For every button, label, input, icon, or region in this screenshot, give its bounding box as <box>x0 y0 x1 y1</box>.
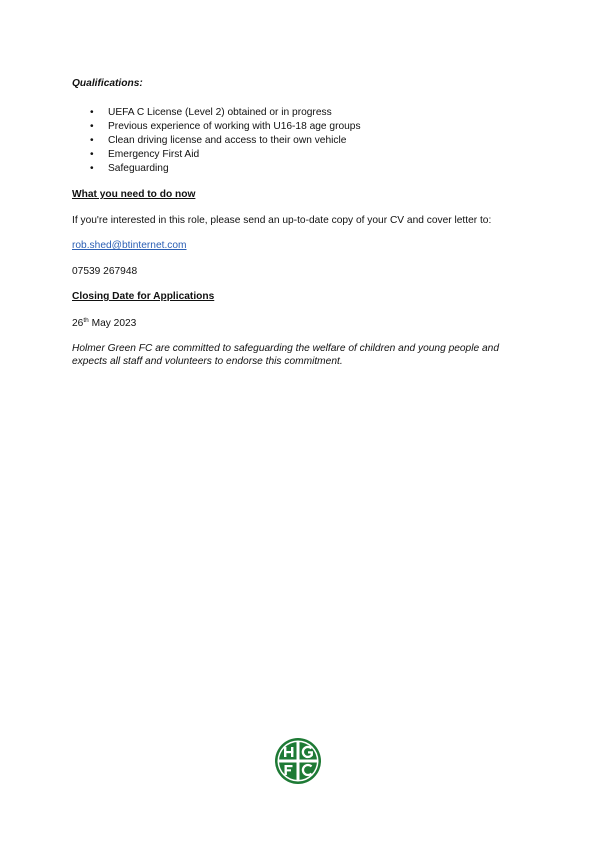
bullet-icon: • <box>90 107 94 118</box>
safeguarding-statement: Holmer Green FC are committed to safeguarding the welfare of children and young people and expects all staff and volunteers to endorse this commitment. <box>72 343 499 367</box>
qualifications-list <box>72 106 361 176</box>
list-item: • Previous experience of working with U16-18 age groups <box>90 121 361 132</box>
email-link[interactable]: rob.shed@btinternet.com <box>72 240 187 251</box>
bullet-icon: • <box>90 121 94 132</box>
club-crest-icon <box>274 737 322 785</box>
closing-date-heading: Closing Date for Applications <box>72 291 215 302</box>
bullet-icon: • <box>90 135 94 146</box>
apply-heading: What you need to do now <box>72 189 196 200</box>
bullet-icon: • <box>90 163 94 174</box>
list-item: • UEFA C License (Level 2) obtained or in progress <box>90 107 332 118</box>
list-item: • Safeguarding <box>90 163 169 174</box>
list-item: • Clean driving license and access to their own vehicle <box>90 135 347 146</box>
qualifications-heading: Qualifications: <box>72 78 143 89</box>
email-link-row <box>72 239 187 252</box>
apply-intro: If you're interested in this role, please send an up-to-date copy of your CV and cover letter to: <box>72 215 492 226</box>
closing-date: 26th May 2023 <box>72 317 137 329</box>
list-item: • Emergency First Aid <box>90 149 200 160</box>
phone-number: 07539 267948 <box>72 266 138 277</box>
bullet-icon: • <box>90 149 94 160</box>
